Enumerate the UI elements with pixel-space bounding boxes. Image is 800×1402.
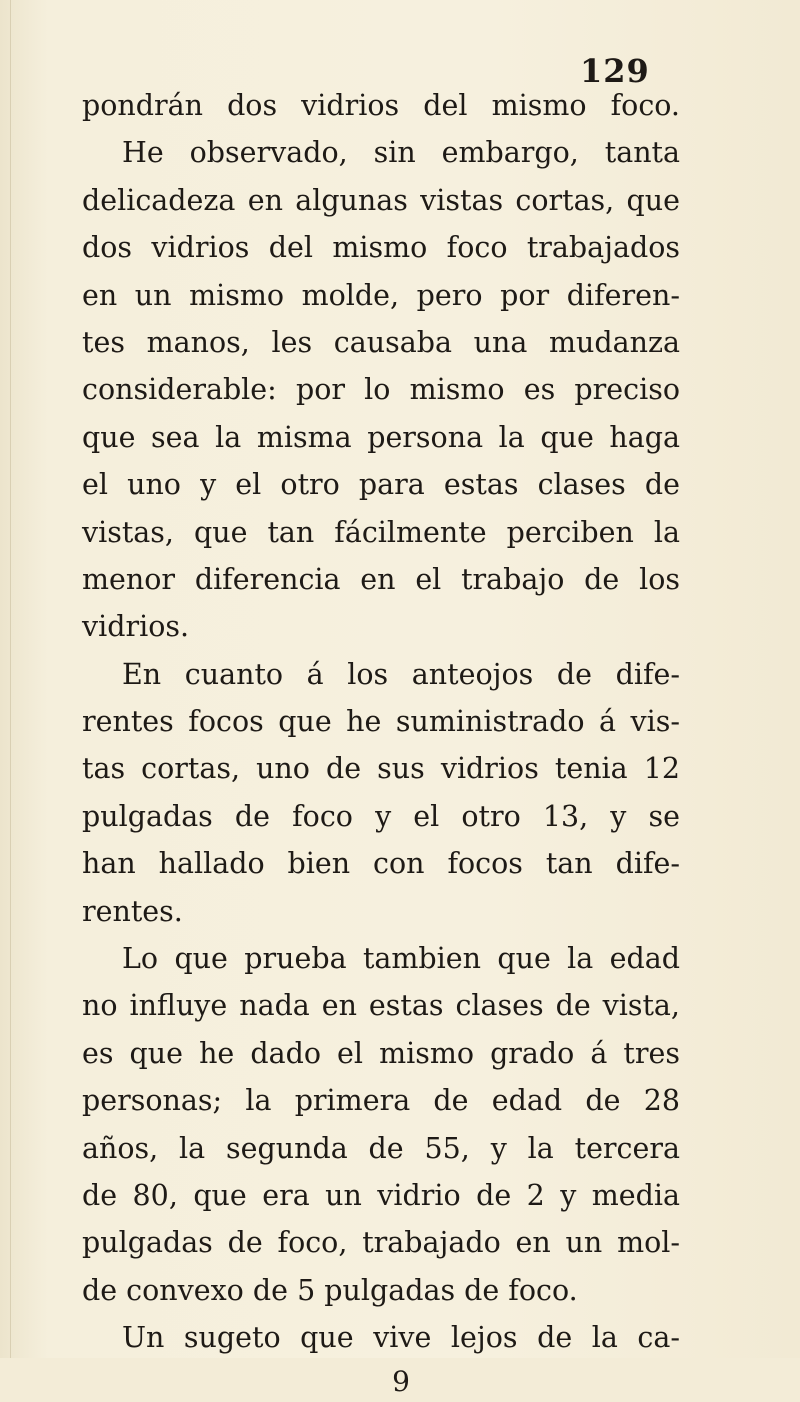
text-line: pulgadas de foco y el otro 13, y se — [82, 799, 680, 833]
text-line: tes manos, les causaba una mudanza — [82, 325, 680, 359]
body-text — [82, 82, 680, 1402]
text-line: Un sugeto que vive lejos de la ca- — [122, 1321, 680, 1355]
text-line: que sea la misma persona la que haga — [82, 420, 680, 454]
text-line: en un mismo molde, pero por diferen- — [82, 278, 680, 312]
text-line: En cuanto á los anteojos de dife- — [122, 657, 680, 691]
text-line: vistas, que tan fácilmente perciben la — [82, 515, 680, 549]
text-line: pondrán dos vidrios del mismo foco. — [82, 89, 680, 122]
page-number: 129 — [580, 52, 650, 90]
page-edge — [10, 0, 11, 1358]
signature-mark: 9 — [392, 1364, 410, 1398]
text-line: han hallado bien con focos tan dife- — [82, 847, 680, 881]
text-line: dos vidrios del mismo foco trabajados — [82, 231, 680, 265]
text-line: de convexo de 5 pulgadas de foco. — [82, 1273, 578, 1307]
text-line: personas; la primera de edad de 28 — [82, 1084, 680, 1118]
text-line: es que he dado el mismo grado á tres — [82, 1036, 680, 1070]
text-line: tas cortas, uno de sus vidrios tenia 12 — [82, 752, 680, 786]
text-line: delicadeza en algunas vistas cortas, que — [82, 183, 680, 217]
text-line: pulgadas de foco, trabajado en un mol- — [82, 1226, 680, 1260]
text-line: vidrios. — [82, 610, 190, 644]
text-line: de 80, que era un vidrio de 2 y media — [82, 1178, 680, 1212]
text-line: Lo que prueba tambien que la edad — [122, 942, 680, 976]
text-line: rentes. — [82, 894, 183, 928]
text-line: el uno y el otro para estas clases de — [82, 468, 680, 502]
text-line: años, la segunda de 55, y la tercera — [82, 1131, 680, 1165]
text-line: menor diferencia en el trabajo de los — [82, 562, 680, 596]
text-line: He observado, sin embargo, tanta — [122, 136, 680, 170]
text-line: no influye nada en estas clases de vista, — [82, 989, 680, 1023]
text-line: rentes focos que he suministrado á vis- — [82, 705, 680, 739]
text-line: considerable: por lo mismo es preciso — [82, 373, 680, 407]
